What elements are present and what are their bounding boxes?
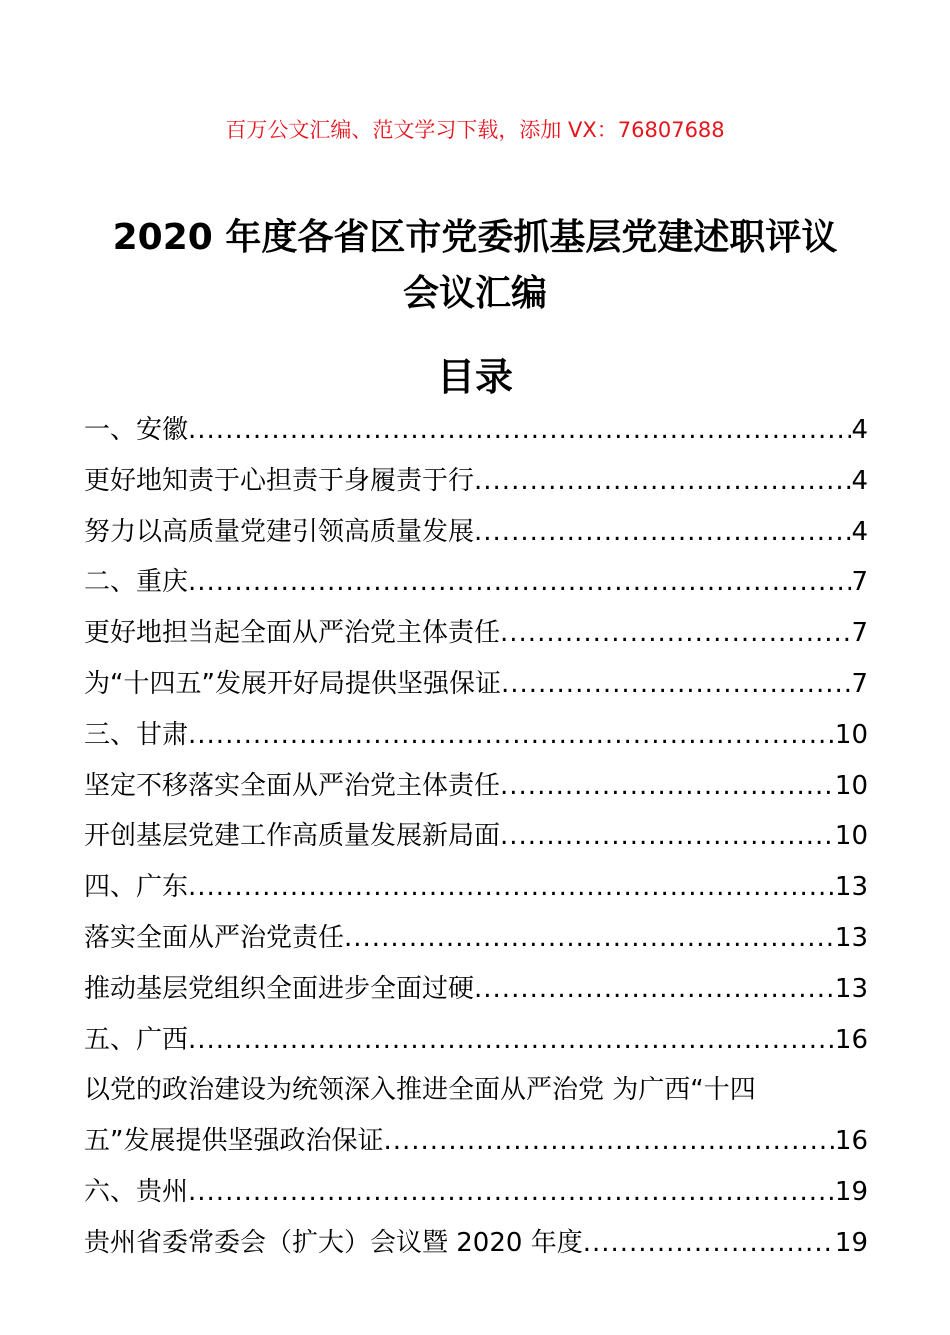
toc-entry[interactable] xyxy=(84,613,868,664)
toc-entry-page: 16 xyxy=(834,1024,868,1055)
toc-entry-page: 19 xyxy=(834,1227,868,1258)
toc-entry-page: 10 xyxy=(834,719,868,750)
dot-leader xyxy=(500,613,851,653)
toc-entry-text: 二、重庆 xyxy=(84,567,189,598)
toc-entry-text: 更好地知责于心担责于身履责于行 xyxy=(84,465,475,496)
toc-entry-text: 五、广西 xyxy=(84,1024,189,1055)
dot-leader xyxy=(474,969,835,1009)
toc-entry-page: 4 xyxy=(851,465,868,496)
toc-entry-page: 4 xyxy=(851,415,868,445)
toc-entry-page: 13 xyxy=(834,973,868,1004)
toc-entry[interactable] xyxy=(84,1172,868,1223)
toc-entry[interactable] xyxy=(84,715,868,766)
toc-entry-text: 三、甘肃 xyxy=(84,719,189,750)
toc-entry-line-1[interactable] xyxy=(84,1070,868,1121)
table-of-contents xyxy=(84,410,868,1274)
toc-entry[interactable] xyxy=(84,766,868,817)
title-line-2: 会议汇编 xyxy=(402,273,547,314)
toc-entry-page: 19 xyxy=(834,1176,868,1207)
toc-entry-text: 努力以高质量党建引领高质量发展 xyxy=(84,516,475,547)
header-watermark-banner: 百万公文汇编、范文学习下载，添加 VX：76807688 xyxy=(225,118,725,142)
toc-heading: 目录 xyxy=(436,355,513,399)
toc-entry-text: 一、安徽 xyxy=(84,415,189,445)
toc-entry-text: 六、贵州 xyxy=(84,1176,189,1207)
dot-leader xyxy=(188,410,851,450)
toc-entry[interactable] xyxy=(84,562,868,613)
toc-entry[interactable] xyxy=(84,410,868,461)
toc-entry[interactable] xyxy=(84,512,868,563)
title-line-1: 2020 年度各省区市党委抓基层党建述职评议 xyxy=(112,217,838,258)
toc-entry-page: 10 xyxy=(834,770,868,801)
dot-leader xyxy=(500,816,835,856)
toc-entry-text: 开创基层党建工作高质量发展新局面 xyxy=(84,821,501,852)
toc-entry-text: 推动基层党组织全面进步全面过硬 xyxy=(84,973,475,1004)
dot-leader xyxy=(583,1223,835,1263)
toc-entry-page: 7 xyxy=(851,668,868,699)
toc-entry-page: 16 xyxy=(834,1126,868,1157)
toc-entry-page: 7 xyxy=(851,567,868,598)
toc-entry[interactable] xyxy=(84,969,868,1020)
toc-entry-page: 13 xyxy=(834,872,868,903)
document-title xyxy=(0,210,950,322)
toc-entry-text-continued: 五”发展提供坚强政治保证 xyxy=(84,1126,384,1157)
toc-entry-page: 4 xyxy=(851,516,868,547)
toc-entry[interactable] xyxy=(84,867,868,918)
dot-leader xyxy=(188,562,851,602)
dot-leader xyxy=(344,918,835,958)
dot-leader xyxy=(188,1020,835,1060)
toc-entry[interactable] xyxy=(84,461,868,512)
toc-entry[interactable] xyxy=(84,664,868,715)
toc-entry[interactable] xyxy=(84,918,868,969)
dot-leader xyxy=(188,1172,835,1212)
toc-entry-text: 更好地担当起全面从严治党主体责任 xyxy=(84,618,501,649)
dot-leader xyxy=(501,664,852,704)
dot-leader xyxy=(474,461,851,501)
dot-leader xyxy=(474,512,851,552)
dot-leader xyxy=(383,1121,834,1161)
toc-entry-text: 落实全面从严治党责任 xyxy=(84,922,345,953)
dot-leader xyxy=(188,715,835,755)
toc-entry-line-2[interactable] xyxy=(84,1121,868,1172)
toc-entry[interactable] xyxy=(84,816,868,867)
dot-leader xyxy=(500,766,835,806)
toc-entry-text: 坚定不移落实全面从严治党主体责任 xyxy=(84,770,501,801)
toc-entry-text: 为“十四五”发展开好局提供坚强保证 xyxy=(84,668,501,699)
toc-entry[interactable] xyxy=(84,1020,868,1071)
toc-entry-text: 四、广东 xyxy=(84,872,189,903)
dot-leader xyxy=(188,867,835,907)
toc-entry-text: 以党的政治建设为统领深入推进全面从严治党 为广西“十四 xyxy=(84,1075,756,1106)
toc-entry-page: 7 xyxy=(851,618,868,649)
toc-entry-page: 13 xyxy=(834,922,868,953)
toc-entry[interactable] xyxy=(84,1223,868,1274)
toc-entry-text: 贵州省委常委会（扩大）会议暨 2020 年度 xyxy=(84,1227,583,1258)
toc-entry-page: 10 xyxy=(834,821,868,852)
